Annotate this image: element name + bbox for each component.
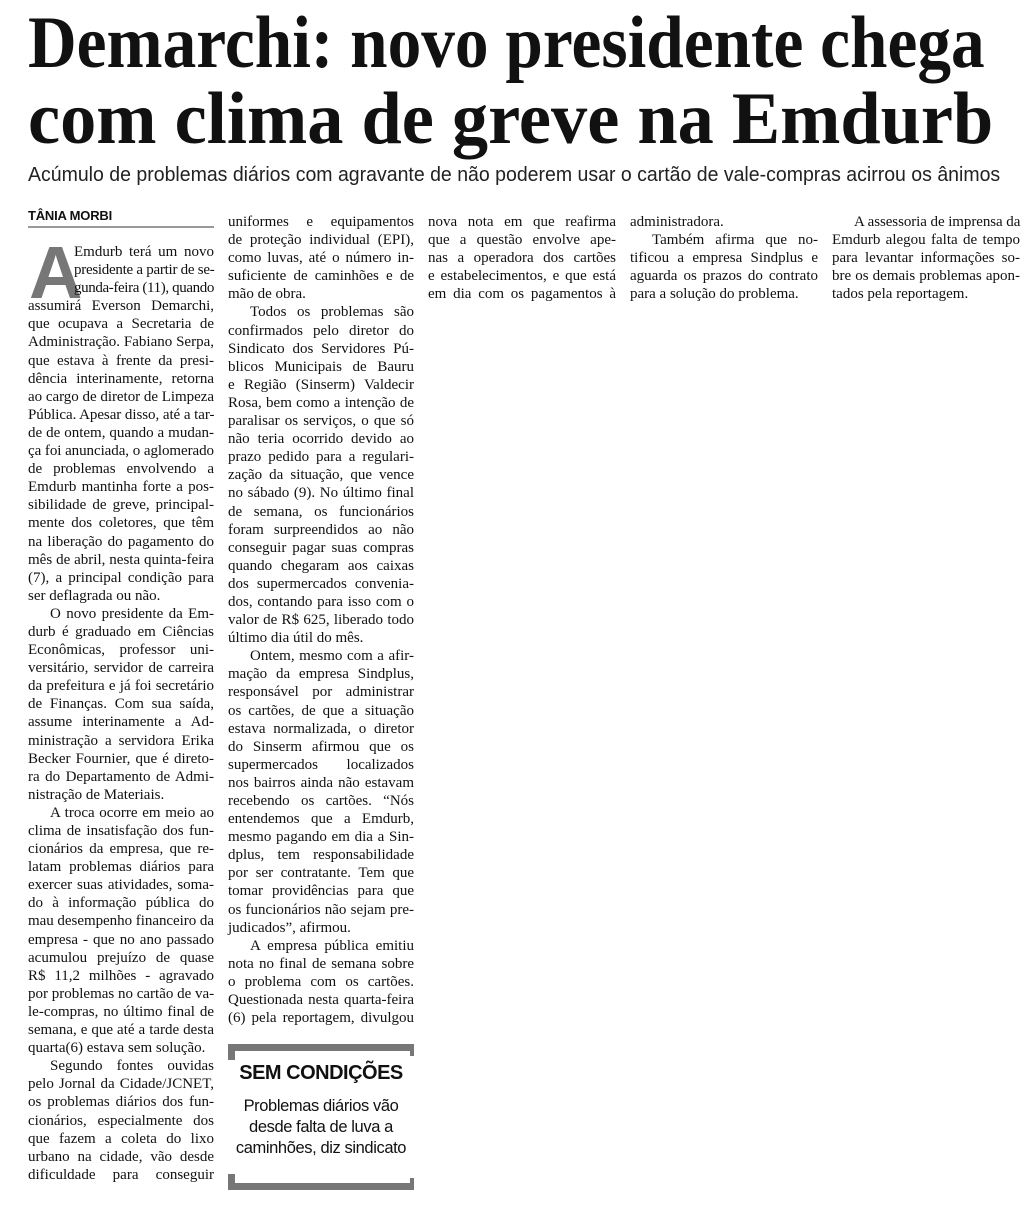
article-text-line: (7), a principal condição para <box>28 569 214 586</box>
article-text-line: acumulou prejuízo de quase <box>28 949 214 966</box>
article-text-line: O novo presidente da Em- <box>50 605 214 622</box>
article-text-line: cionários da empresa, que re- <box>28 841 214 858</box>
byline: TÂNIA MORBI <box>28 208 214 228</box>
box-frame-top <box>228 1044 414 1051</box>
article-text-line: de semana, os funcionários <box>228 503 414 520</box>
article-text-line: valor de R$ 625, liberado todo <box>228 612 414 629</box>
article-text-line: semana, e que até a tarde desta <box>28 1022 214 1039</box>
article-text-line: bre os demais problemas apon- <box>832 268 1020 285</box>
article-text-line: nota no final de semana sobre <box>228 955 414 972</box>
article-text-line: confirmados pelo diretor do <box>228 322 414 339</box>
article-text-line: dos, contando para isso com o <box>228 593 414 610</box>
article-text-line: mês de abril, nesta quinta-feira <box>28 551 214 568</box>
article-text-line: nova nota em que reafirma <box>428 214 616 230</box>
article-text-line: dos supermercados convenia- <box>228 575 414 592</box>
article-text-line: Econômicas, professor uni- <box>28 642 214 659</box>
article-text-line: tificou a empresa Sindplus e <box>630 250 818 267</box>
article-text-line: Pública. Apesar disso, até a tar- <box>28 406 215 423</box>
article-text-line: blicos Municipais de Bauru <box>228 358 414 375</box>
article-text-line: mação da empresa Sindplus, <box>228 666 414 683</box>
article-text-line: Questionada nesta quarta-feira <box>228 992 414 1009</box>
article-text-line: que fazem a coleta do lixo <box>28 1130 214 1147</box>
article-text-line: paralisar os serviços, o que só <box>228 413 414 430</box>
article-text-line: sibilidade de greve, principal- <box>28 497 214 514</box>
article-text-line: mesmo pagando em dia a Sin- <box>228 829 414 846</box>
article-text-line: por ser contratante. Tem que <box>228 865 414 882</box>
article-text-line: le-compras, no último final de <box>28 1003 214 1020</box>
article-text-line: uniformes e equipamentos <box>228 214 414 230</box>
article-text-line: que a questão envolve ape- <box>428 232 616 249</box>
sidebar-box <box>228 1044 414 1190</box>
article-text-line: supermercados localizados <box>228 756 414 773</box>
article-text-line: Rosa, bem como a intenção de <box>228 394 414 411</box>
article-text-line: pelo Jornal da Cidade/JCNET, <box>28 1076 214 1093</box>
article-text-line: latam problemas diários para <box>28 859 214 876</box>
article-column-5 <box>832 213 1020 303</box>
box-frame-corner <box>228 1174 235 1190</box>
article-text-line: quarta(6) estava sem solução. <box>28 1040 206 1057</box>
article-text-line: ça foi anunciada, o aglomerado <box>28 443 214 460</box>
article-text-line: judicados”, afirmou. <box>228 919 351 936</box>
article-column-4 <box>630 213 818 303</box>
article-text-line: conseguir pagar suas compras <box>228 539 414 556</box>
article-text-line: os cartões, de que a situação <box>228 702 414 719</box>
article-text-line: para levantar informações so- <box>832 250 1020 267</box>
article-text-line: suficiente de caminhões e de <box>228 268 414 285</box>
article-text-line: para a solução do problema. <box>630 286 799 303</box>
box-text <box>228 1096 414 1159</box>
article-text-line: cionários, especialmente dos <box>28 1112 214 1129</box>
article-column-2 <box>228 213 414 1027</box>
article-text-line: entendemos que a Emdurb, <box>228 811 414 828</box>
box-text-line: desde falta de luva a <box>249 1118 393 1136</box>
article-text-line: urbano na cidade, vão desde <box>28 1148 214 1165</box>
article-text-line: os funcionários não sejam pre- <box>228 901 414 918</box>
box-frame-corner <box>228 1044 235 1060</box>
subtitle: Acúmulo de problemas diários com agravante de não poderem usar o cartão de vale-compras acirrou os ânimos <box>28 164 1001 186</box>
article-text-line: e estabelecimentos, e que está <box>428 268 616 285</box>
article-text-line: quando chegaram aos caixas <box>228 557 414 574</box>
article-text-line: e Região (Sinserm) Valdecir <box>228 376 414 393</box>
article-text-line: Becker Fournier, que é direto- <box>28 750 214 767</box>
article-text-line: nas a operadora dos cartões <box>428 250 616 267</box>
article-text-line: mão de obra. <box>228 286 306 303</box>
article-text-line: Emdurb terá um novo <box>74 244 214 260</box>
article-text-line: A assessoria de imprensa da <box>854 214 1021 230</box>
article-text-line: clima de insatisfação dos fun- <box>28 823 214 839</box>
article-text-line: foram surpreendidos ao não <box>228 521 414 538</box>
article-text-line: R$ 11,2 milhões - agravado <box>28 967 214 984</box>
article-text-line: de Finanças. Com sua saída, <box>28 696 214 713</box>
article-text-line: nistração de Materiais. <box>28 786 165 803</box>
article-text-line: A troca ocorre em meio ao <box>50 804 214 821</box>
headline-line-2: com clima de greve na Emdurb <box>28 78 994 160</box>
article-text-line: empresa - que no ano passado <box>28 931 214 948</box>
article-text-line: dificuldade para conseguir <box>28 1166 214 1183</box>
article-text-line: Emdurb mantinha forte a pos- <box>28 479 214 496</box>
article-text-line: A empresa pública emitiu <box>250 937 414 954</box>
article-text-line: em dia com os pagamentos à <box>428 286 616 303</box>
article-column-1 <box>28 231 215 1184</box>
article-column-3 <box>428 213 616 303</box>
article-text-line: durb é graduado em Ciências <box>28 623 214 640</box>
article-text-line: Segundo fontes ouvidas <box>50 1058 214 1075</box>
box-title: SEM CONDIÇÕES <box>239 1062 403 1084</box>
headline-line-1: Demarchi: novo presidente chega <box>28 2 985 84</box>
article-text-line: mau desempenho financeiro da <box>28 913 215 930</box>
article-text-line: Ontem, mesmo com a afir- <box>250 648 414 665</box>
article-text-line: Também afirma que no- <box>652 232 818 249</box>
article-text-line: na liberação do pagamento do <box>28 533 214 550</box>
article-text-line: recebendo os cartões. “Nós <box>228 793 414 809</box>
article-text-line: prazo pedido para a regulari- <box>228 449 414 466</box>
article-text-line: exercer suas atividades, soma- <box>28 877 214 894</box>
box-frame-corner <box>410 1044 414 1056</box>
article-text-line: gunda-feira (11), quando <box>74 280 214 297</box>
article-text-line: assumirá Everson Demarchi, <box>28 298 214 315</box>
article-text-line: administradora. <box>630 214 724 230</box>
article-text-line: ao cargo de diretor de Limpeza <box>28 388 214 405</box>
article-text-line: dência interinamente, retorna <box>28 370 214 387</box>
box-frame-corner <box>410 1178 414 1190</box>
box-text-line: caminhões, diz sindicato <box>235 1139 407 1157</box>
article-text-line: de problemas envolvendo a <box>28 461 214 478</box>
article-text-line: assume interinamente a Ad- <box>28 714 214 731</box>
article-text-line: presidente a partir de se- <box>74 262 215 279</box>
article-text-line: do Sinserm afirmou que os <box>228 738 414 755</box>
article-text-line: ministração a servidora Erika <box>28 732 214 749</box>
box-frame-bottom <box>228 1183 414 1190</box>
article-text-line: de proteção individual (EPI), <box>228 232 414 249</box>
article-text-line: da prefeitura e já foi secretário <box>28 678 214 695</box>
article-text-line: ser deflagrada ou não. <box>28 587 161 604</box>
article-text-line: versitário, servidor de carreira <box>28 660 214 677</box>
article-text-line: Administração. Fabiano Serpa, <box>28 334 214 351</box>
article-text-line: (6) pela reportagem, divulgou <box>228 1010 414 1027</box>
article-text-line: estava normalizada, o diretor <box>228 720 414 737</box>
article-text-line: aguarda os prazos do contrato <box>630 268 818 285</box>
article-text-line: mente dos coletores, que têm <box>28 515 214 532</box>
article-text-line: os problemas diários dos fun- <box>28 1094 214 1111</box>
article-text-line: do à informação pública do <box>28 895 214 912</box>
article-text-line: Emdurb alegou falta de tempo <box>832 232 1020 249</box>
article-text-line: no sábado (9). No último final <box>228 485 414 502</box>
article-text-line: zação da situação, que vence <box>228 467 414 484</box>
article-text-line: dplus, tem responsabilidade <box>228 847 414 864</box>
article-text-line: que ocupava a Secretaria de <box>28 316 214 333</box>
article-text-line: Todos os problemas são <box>250 304 414 321</box>
article-text-line: último dia útil do mês. <box>228 630 364 647</box>
article-text-line: Sindicato dos Servidores Pú- <box>228 340 414 357</box>
article-text-line: não teria ocorrido devido ao <box>228 431 414 448</box>
article-text-line: nos bairros ainda não estavam <box>228 774 414 791</box>
article-text-line: ra do Departamento de Admi- <box>28 768 214 785</box>
article-text-line: que estava à frente da presi- <box>28 352 214 369</box>
article-text-line: o problema com os cartões. <box>228 973 414 990</box>
article-text-line: tados pela reportagem. <box>832 286 969 303</box>
article-text-line: como luvas, até o número in- <box>228 250 414 267</box>
article-text-line: responsável por administrar <box>228 684 414 701</box>
article-text-line: por problemas no cartão de va- <box>28 985 215 1002</box>
article-text-line: de de ontem, quando a mudan- <box>28 424 214 441</box>
drop-cap: A <box>29 231 83 314</box>
box-text-line: Problemas diários vão <box>243 1097 399 1115</box>
article-text-line: tomar providências para que <box>228 883 414 900</box>
